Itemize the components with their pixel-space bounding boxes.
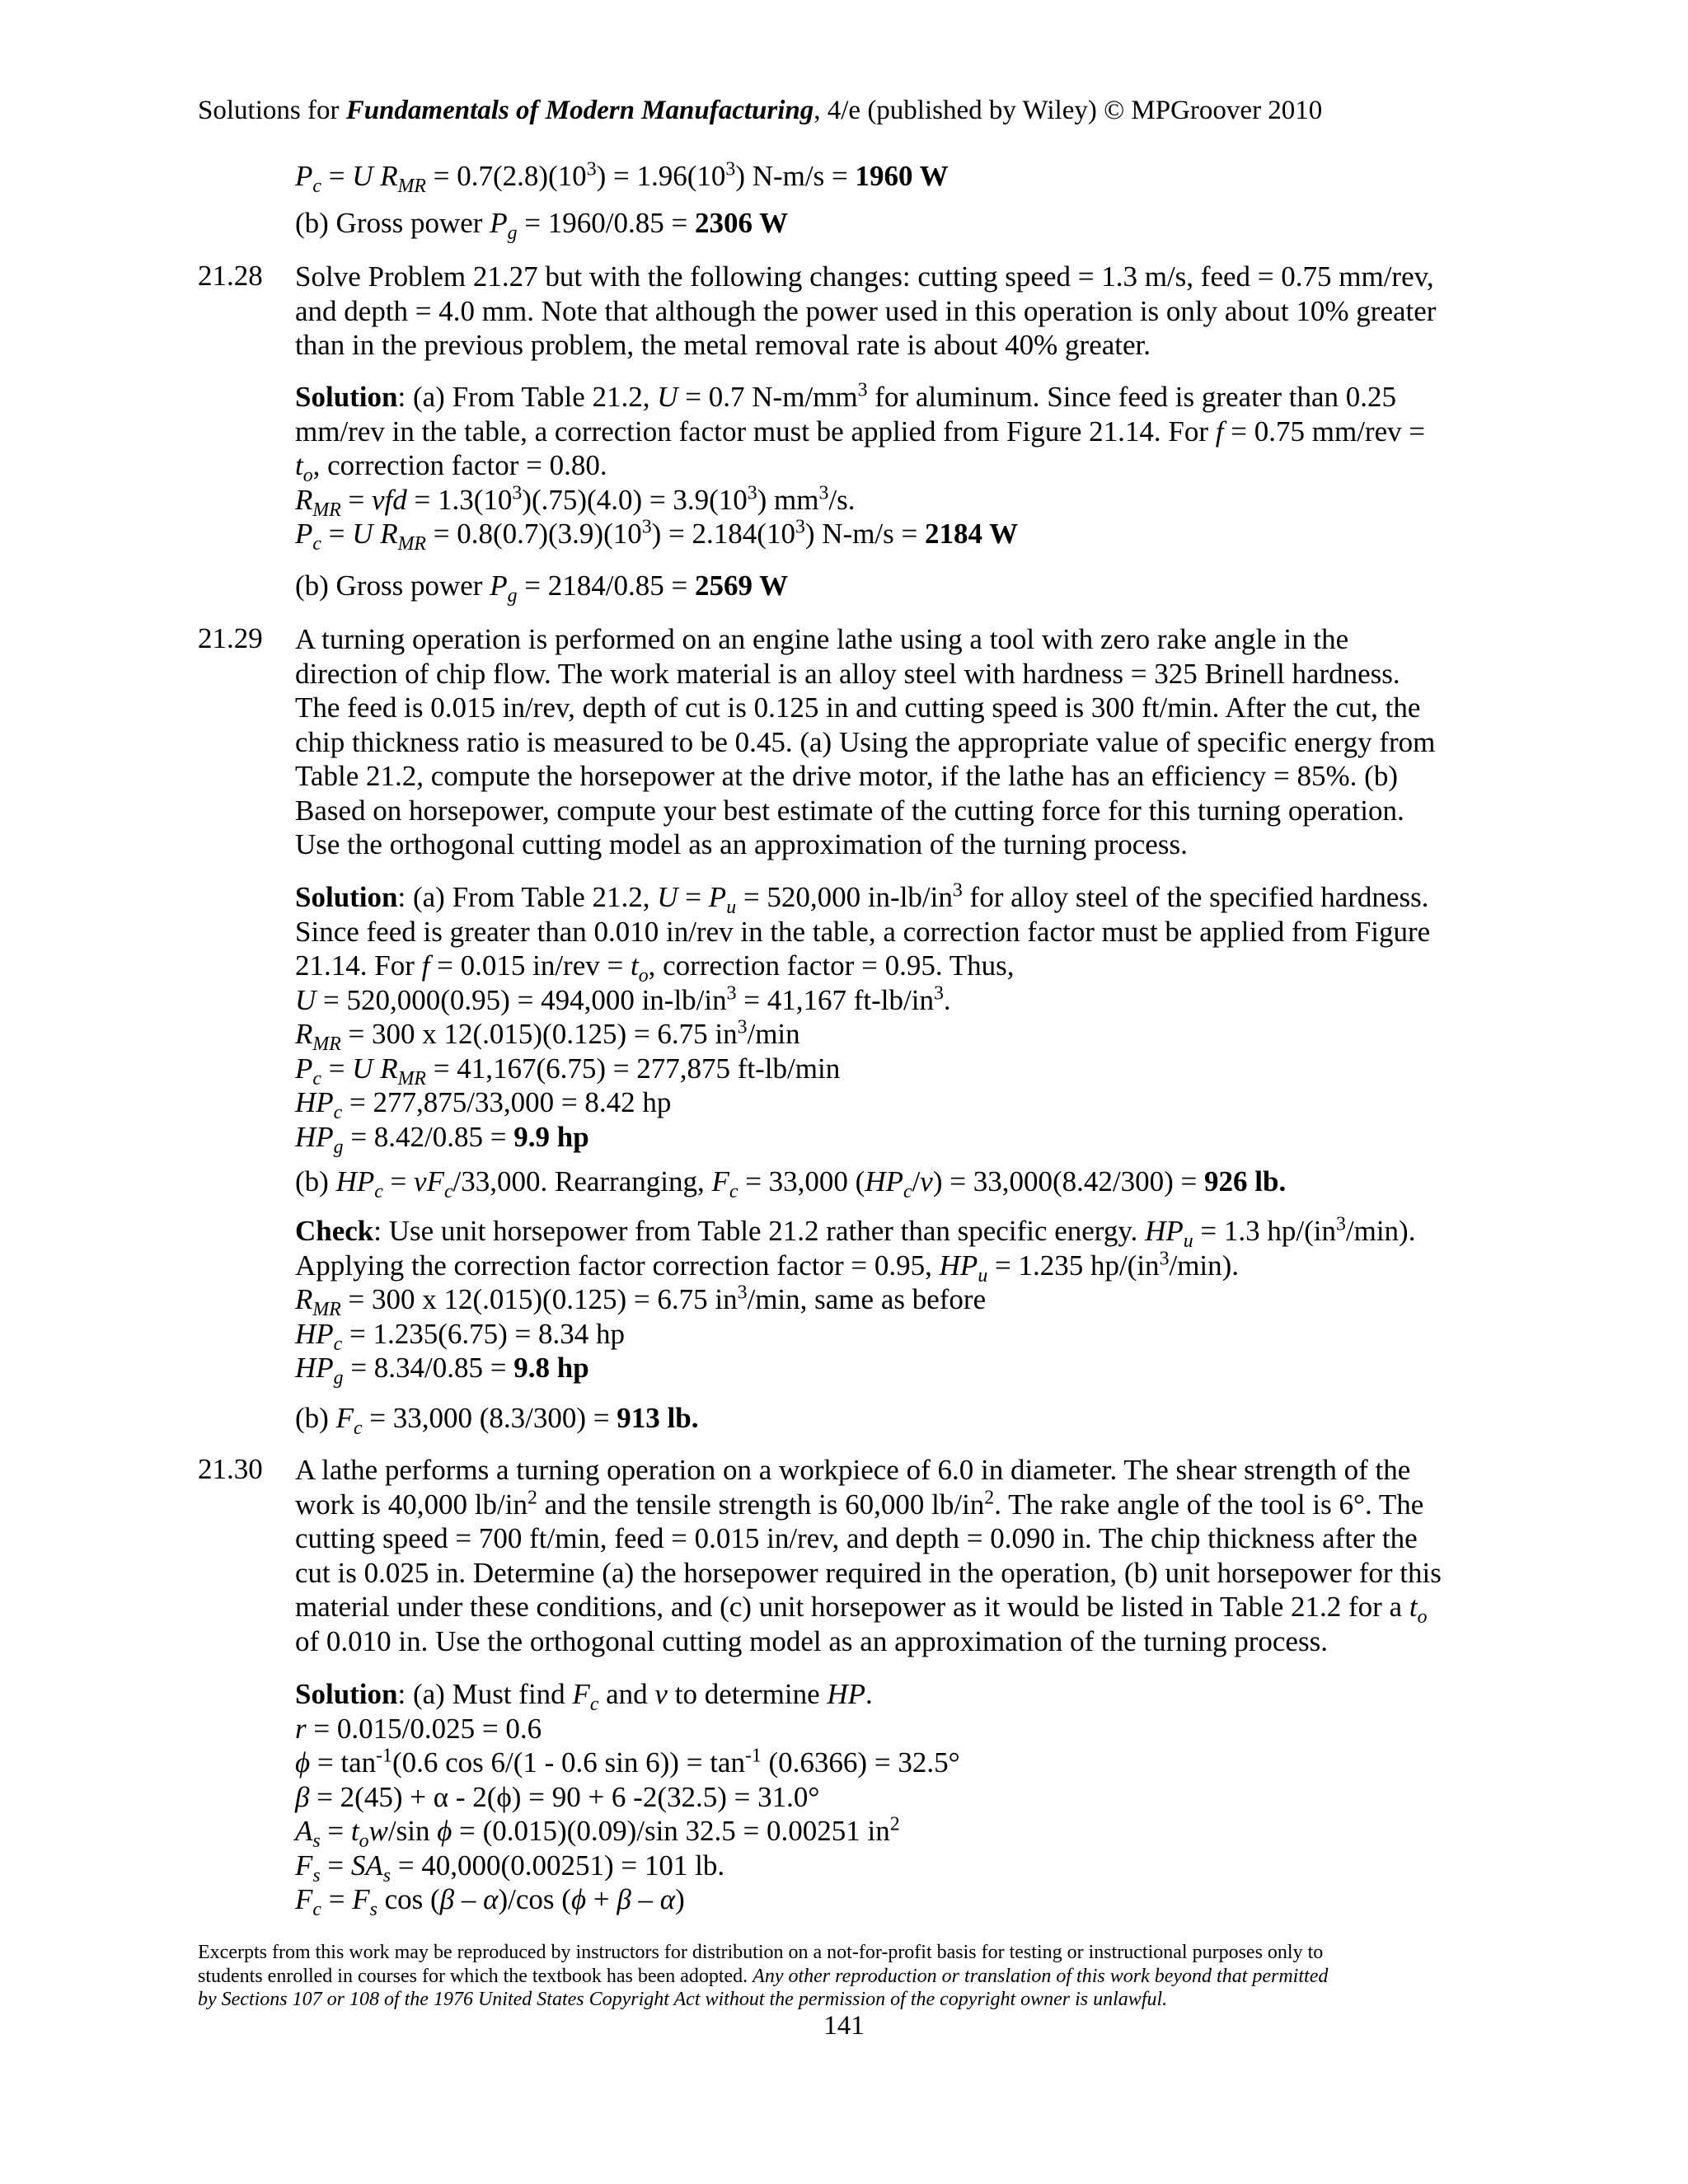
- footer-line: Excerpts from this work may be reproduced by instructors for distribution on a not-for-profit basis for testing or instructional purposes only to: [198, 1942, 1324, 1963]
- copyright-footer: [198, 1941, 1484, 2012]
- check-block: Check: Use unit horsepower from Table 21.2 rather than specific energy. $HP_u = 1.3$ $hp/(in^3/\min)$. Applying the correction factor correction factor = 0.95, $HP_u = 1.235$ $hp/(in^3/\min)$. $R_{MR} = 300$ x 12(.015)(0.125) = 6.75 $in^3/\min$, same as before $HP_c = 1.235(6.75) = 8.34$ hp $HP_g = 8.34/0.85 = 9.8$ hp: [295, 1213, 1416, 1389]
- header-prefix: Solutions for: [198, 96, 340, 125]
- solution-gross-power: (b) Gross power $P_g = 2184/0.85 = 2569$ W: [295, 569, 789, 607]
- solution-block: Solution: (a) Must find $F_c$ and v to determine HP. r = 0.015/0.025 = 0.6 $\phi = \tan^{-1}(0.6$ cos 6/(1 - 0.6 $\sin 6)) = \tan^{-1} (0.6366) = 32.5^\circ$ β = 2(45) + α - 2(ϕ) = 90 + 6 -2(32.5) = 31.0° $A_s = t_ow/\sin$ ϕ = (0.015)(0.09)/sin 32.5 = 0.00251 $in^2$ $F_s = SA_s = 40,000(0.00251) = 101$ lb. $F_c = F_s$ cos (β – α)/cos (ϕ + β – α): [295, 1678, 960, 1920]
- footer-line: students enrolled in courses for which the textbook has been adopted.: [198, 1965, 748, 1987]
- problem-statement: Solve Problem 21.27 but with the following changes: cutting speed = 1.3 m/s, feed = 0.75 mm/rev, and depth = 4.0 mm. Note that although the power used in this operation is only about 10% greater than in the previous problem, the metal removal rate is about 40% greater.: [295, 260, 1437, 361]
- page-number: 141: [823, 2011, 865, 2041]
- solution-block: Solution: (a) From Table 21.2, $U = P_u = 520,000$ $in-lb/in^3$ for alloy steel of the specified hardness. Since feed is greater than 0.010 in/rev in the table, a correction factor must be applied from Figure 21.14. For f = 0.015 $in/rev = t_o$, correction factor = 0.95. Thus, U = 520,000(0.95) = 494,000 $in-lb/in^3 = 41,167$ $ft-lb/in^3$. $R_{MR} = 300$ x 12(.015)(0.125) = 6.75 $in^3/\min$ $P_c = U$ $R_{MR} = 41,167(6.75) = 277,875$ ft-lb/min $HP_c = 277,875/33,000 = 8.42$ hp $HP_g = 8.42/0.85 = 9.9$ hp: [295, 879, 1431, 1158]
- solution-cutting-force: (b) $HP_c = vF_c/33,000$. Rearranging, $F_c = 33,000$ $(HP_c/v) = 33,000(8.42/300) = 926$ lb.: [295, 1165, 1287, 1202]
- footer-line-italic: by Sections 107 or 108 of the 1976 United States Copyright Act without the permission of the copyright owner is unlawful.: [198, 1989, 1168, 2010]
- prev-solution-gross-power: (b) Gross power $P_g = 1960/0.85 = 2306$ W: [295, 207, 789, 244]
- header-book-title: Fundamentals of Modern Manufacturing: [345, 96, 814, 125]
- problem-number: 21.28: [198, 260, 263, 292]
- running-header: [198, 96, 1322, 126]
- prev-solution-cutting-power: $P_c = U$ $R_{MR} = 0.7(2.8)(10^3) = 1.96(10^3) N-m/s = 1960$ W: [295, 158, 949, 197]
- solution-block: Solution: (a) From Table 21.2, U = 0.7 $N-m/mm^3$ for aluminum. Since feed is greater than 0.25 mm/rev in the table, a correction factor must be applied from Figure 21.14. For f = 0.75 mm/rev = $t_o$, correction factor = 0.80. $R_{MR}$ = vfd = $1.3(10^3)(.75)(4.0) = 3.9(10^3)$ $mm^3/s$. $P_c = U$ $R_{MR} = 0.8(0.7)(3.9)(10^3) = 2.184(10^3) N-m/s = 2184$ W: [295, 379, 1426, 555]
- check-cutting-force: (b) $F_c = 33,000$ (8.3/300) = 913 lb.: [295, 1402, 699, 1439]
- problem-statement: A turning operation is performed on an engine lathe using a tool with zero rake angle in the direction of chip flow. The work material is an alloy steel with hardness = 325 Brinell hardness. The feed is 0.015 in/rev, depth of cut is 0.125 in and cutting speed is 300 ft/min. After the cut, the chip thickness ratio is measured to be 0.45. (a) Using the appropriate value of specific energy from Table 21.2, compute the horsepower at the drive motor, if the lathe has an efficiency = 85%. (b) Based on horsepower, compute your best estimate of the cutting force for this turning operation. Use the orthogonal cutting model as an approximation of the turning process.: [295, 623, 1436, 860]
- problem-statement: A lathe performs a turning operation on a workpiece of 6.0 in diameter. The shear strength of the work is 40,000 $lb/in^2$ and the tensile strength is 60,000 $lb/in^2$. The rake angle of the tool is 6°. The cutting speed = 700 ft/min, feed = 0.015 in/rev, and depth = 0.090 in. The chip thickness after the cut is 0.025 in. Determine (a) the horsepower required in the operation, (b) unit horsepower for this material under these conditions, and (c) unit horsepower as it would be listed in Table 21.2 for a $t_o$ of 0.010 in. Use the orthogonal cutting model as an approximation of the turning process.: [295, 1454, 1442, 1657]
- problem-number: 21.29: [198, 622, 263, 654]
- footer-line-italic: Any other reproduction or translation of this work beyond that permitted: [753, 1965, 1329, 1987]
- problem-number: 21.30: [198, 1453, 263, 1485]
- header-suffix: , 4/e (published by Wiley) © MPGroover 2010: [814, 96, 1323, 125]
